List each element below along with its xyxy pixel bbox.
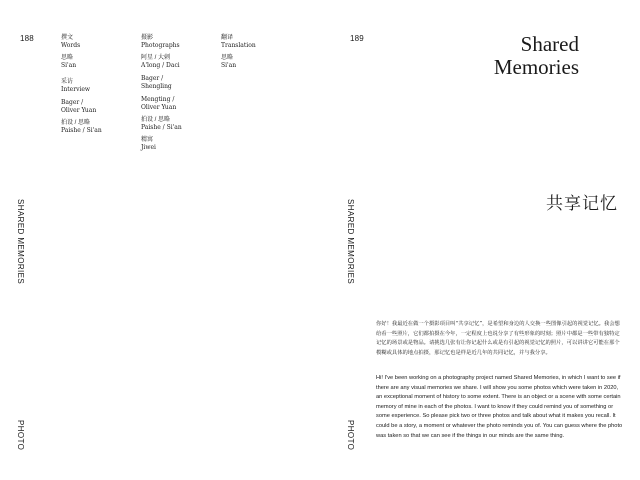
credit-value: Mengting / [141,96,175,103]
credit-translation [221,35,256,50]
spine-section-label-left: SHARED MEMORIES [16,199,25,285]
credit-label: 阿星 / 大刺 [141,55,171,61]
title-english [494,33,579,79]
page-number-right: 189 [350,34,364,43]
credit-value: Interview [61,86,91,93]
credit-value: Jiwei [141,144,156,151]
credit-label: 思略 [221,55,234,61]
title-english-line-1: Shared [520,32,579,56]
credit-label: 精寓 [141,137,154,143]
credit-value: Shengling [141,83,172,90]
credit-photographer-4 [141,117,182,132]
body-text-english: Hi! I've been working on a photography project named Shared Memories, in which I want to see if there are any visual memories we share. I will show you some photos which were taken in 2020, an exceptional moment of history to some extent. There is an object or a scene with some certain memory of mine in each of the photos. I want to know if they could remind you of something or some experience. So please pick two or three photos and talk about what it makes you recall. It could be a story, a moment or whatever the photo reminds you of. You can guess where the photo was taken so that we can see if the things in our minds are the same thing. [376,375,623,439]
credit-interview [61,79,102,94]
title-english-line-2: Memories [493,55,579,79]
credit-value: Translation [221,42,256,49]
credit-value: Oliver Yuan [61,107,97,114]
credit-words [61,35,102,50]
credit-label: 思略 [61,55,74,61]
credit-value: Oliver Yuan [141,104,177,111]
credit-value: Paishe / Si'an [61,127,102,134]
credit-value: Si'an [61,62,77,69]
credit-label: 撰文 [61,35,74,41]
credit-value: A'long / Daci [141,62,180,69]
credit-label: 翻译 [221,35,234,41]
credit-interview-name-2 [61,120,102,135]
spine-section-label-right: SHARED MEMORIES [346,199,355,285]
credit-photographs [141,35,182,50]
page-number-left: 188 [20,34,34,43]
credits-column-3 [221,35,256,75]
credit-words-name [61,55,102,70]
title-chinese: 共享记忆 [546,194,618,214]
credit-label: 拍设 / 思略 [141,117,171,123]
credit-value: Bager / [141,75,164,82]
credit-photographer-2 [141,75,182,91]
credit-interview-name [61,99,102,115]
credit-label: 摄影 [141,35,154,41]
credit-label: 拍设 / 思略 [61,120,91,126]
credit-value: Words [61,42,81,49]
spine-category-label-right: PHOTO [346,420,355,451]
credits-column-1 [61,35,102,140]
credit-translator [221,55,256,70]
credit-value: Bager / [61,99,84,106]
credits-column-2 [141,35,182,157]
credit-value: Photographs [141,42,180,49]
credit-photographer-3 [141,96,182,112]
body-text-chinese: 你好！我最近在做一个摄影项目叫“共享记忆”，是希望和身边的人交换一些图像引起的视觉记忆。我会想给看一些照片，它们都拍摄在今年，一定程度上也说分享了有些形象的时刻；照片中都是一些带有独特定记忆的场景或是物品。请挑选几张有让你记起什么或是有引起的视觉记忆的照片，可以讲讲它可能在那个模糊或具体的地点拍摄，那记忆也是样是近几年的共同记忆，并与我分享。 [376,321,620,356]
credit-value: Paishe / Si'an [141,124,182,131]
credit-photographer-5 [141,137,182,152]
credit-value: Si'an [221,62,237,69]
credit-photographer-1 [141,55,182,70]
spine-category-label-left: PHOTO [16,420,25,451]
credit-label: 采访 [61,79,74,85]
